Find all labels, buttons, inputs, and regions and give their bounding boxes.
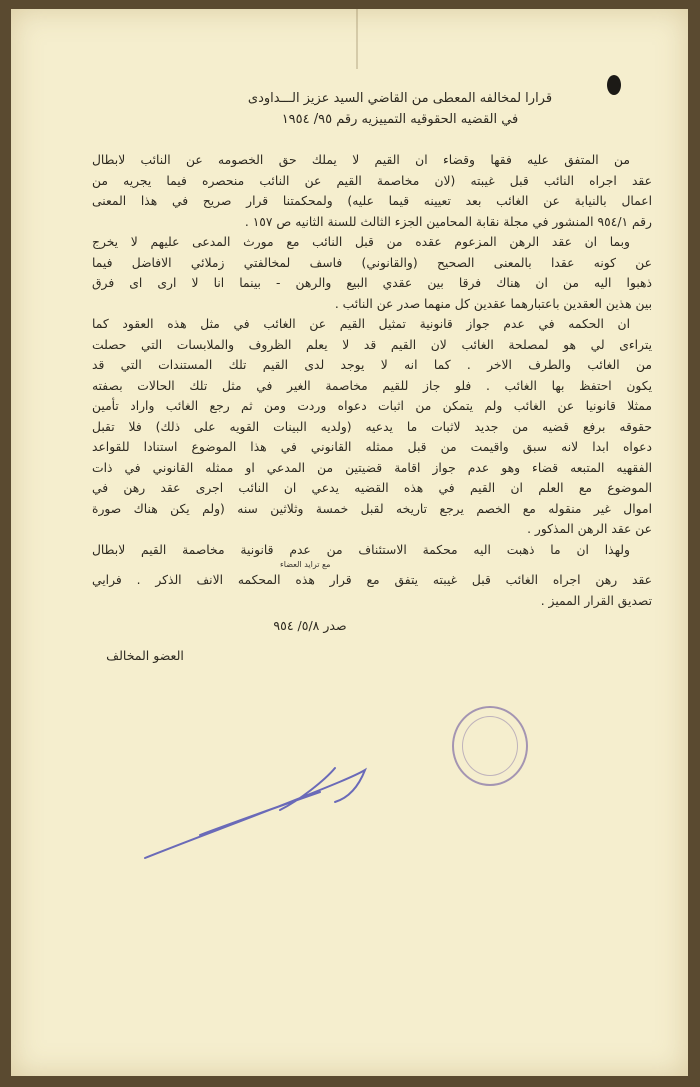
body-line: ممثلا قانونيا عن الغائب ولم يتمكن من اثبات دعواه وردت ومن ثم رجع الغائب واراد تأمين — [92, 399, 652, 413]
body-line: بين هذين العقدين باعتبارهما عقدين كل منهما صدر عن النائب . — [334, 296, 652, 311]
body-line: ولهذا ان ما ذهبت اليه محكمة الاستئناف من عدم قانونية مخاصمة القيم لابطال — [92, 542, 630, 557]
body-line: يكون احتفظ بها الغائب . فلو جاز للقيم مخاصمة الغير في مثل تلك الحالات بصفته — [92, 378, 652, 393]
body-line: تصديق القرار المميز . — [540, 593, 652, 608]
body-line: الموضوع مع العلم ان القيم في هذه القضيه يدعي ان النائب اجرى عقد رهن في — [92, 481, 652, 495]
body-line: من المتفق عليه فقها وقضاء ان القيم لا يملك حق الخصومه عن النائب لابطال — [92, 153, 630, 167]
title-line-1: قرارا لمخالفه المعطى من القاضي السيد عزيز الـــداودى — [247, 91, 553, 106]
body-line: ان الحكمه في عدم جواز قانونية تمثيل القيم عن الغائب في مثل هذه العقود كما — [92, 317, 630, 331]
body-line: وبما ان عقد الرهن المزعوم عقده من قبل النائب مع مورث المدعى عليهم لا يخرج — [92, 235, 630, 249]
body-line: يتراءى لي هو لمصلحة الغائب لان القيم قد لا يعلم الظروف والملابسات التي حصلت — [92, 337, 652, 352]
body-line: رقم ٩٥٤/١ المنشور في مجلة نقابة المحامين الجزء الثالث للسنة الثانيه ص ١٥٧ . — [244, 214, 652, 229]
official-stamp — [452, 706, 528, 786]
body-line: اعمال بالنيابة عن الغائب بعد تعيينه قيما عليه) ولمحكمتنا قرار صريح في هذا المعنى — [92, 194, 652, 208]
body-line: ذهبوا اليه من ان هناك فرقا بين عقدي البيع والرهن - بينما انا لا ارى اى فرق — [92, 276, 652, 290]
body-line: اموال غير منقوله مع الخصم يرجع تاريخه لقبل خمسة وثلاثين سنه (ولم يكن هناك صورة — [92, 501, 652, 516]
body-line: عقد اجراه النائب قبل غيبته (لان مخاصمة القيم عن النائب منحصره فيما يجريه من — [92, 173, 652, 188]
body-line: الفقهيه المتبعه قضاء وهو عدم جواز اقامة قضيتين من المدعي او ممثله القانوني في ذات — [92, 460, 652, 475]
body-line: حقوقه برفع قضيه من جديد لاثبات ما يدعيه (ولديه البينات القويه على ذلك) فلا تقبل — [92, 419, 652, 434]
body-line: عن عقد الرهن المذكور . — [527, 522, 652, 536]
handwritten-insertion: مع ترايد العضاء — [280, 560, 331, 569]
handwritten-signature — [130, 740, 390, 870]
body-line: عقد رهن اجراه الغائب قبل غيبته يتفق مع قرار هذه المحكمه الانف الذكر . فرايي — [92, 573, 652, 587]
paper-fold — [356, 9, 358, 69]
title-line-2: في القضيه الحقوقيه التمييزيه رقم ٩٥/ ١٩٥٤ — [281, 112, 519, 127]
issue-date: صدر ٥/٨/ ٩٥٤ — [273, 618, 347, 633]
body-line: عن كونه عقدا بالمعنى الصحيح (والقانوني) فاسف لمخالفتي زملائي الافاضل فيما — [92, 255, 652, 270]
document-body — [92, 150, 652, 611]
signer-title: العضو المخالف — [106, 648, 184, 663]
body-line: من الغائب والطرف الاخر . كما انه لا يوجد لدى القيم تلك المستندات التي قد — [92, 358, 652, 372]
body-line: دعواه ابدا لانه سبق واقيمت من قبل ممثله القانوني في هذا الموضوع استنادا للقواعد — [92, 440, 652, 454]
